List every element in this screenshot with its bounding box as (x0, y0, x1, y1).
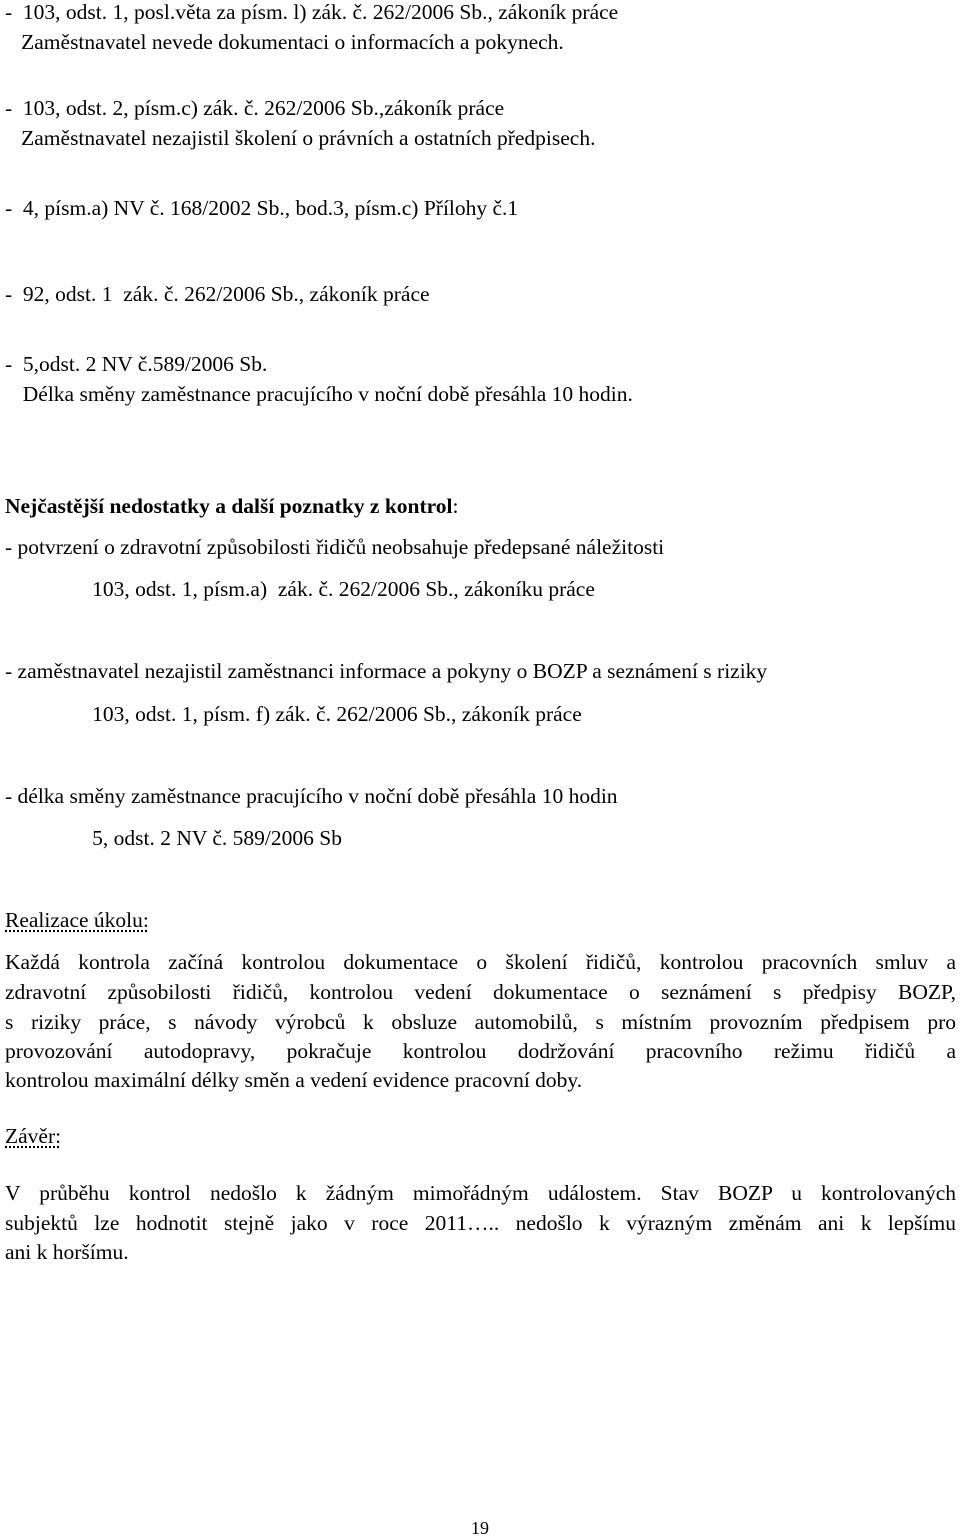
findings-heading (5, 496, 459, 518)
finding-item: - délka směny zaměstnance pracujícího v noční době přesáhla 10 hodin (5, 784, 618, 808)
realization-paragraph-line: Každá kontrola začíná kontrolou dokumentace o školení řidičů, kontrolou pracovních smluv a (5, 950, 956, 974)
conclusion-paragraph-line: ani k horšímu. (5, 1240, 129, 1264)
findings-heading-text: Nejčastější nedostatky a další poznatky z kontrol (5, 494, 453, 518)
conclusion-heading: Závěr: (5, 1124, 62, 1148)
realization-paragraph-line: kontrolou maximální délky směn a vedení evidence pracovní doby. (5, 1068, 583, 1092)
violation-line: - 92, odst. 1 zák. č. 262/2006 Sb., zákoník práce (5, 282, 430, 306)
violation-line: - 103, odst. 2, písm.c) zák. č. 262/2006 Sb.,zákoník práce (5, 96, 505, 120)
realization-paragraph-line: s riziky práce, s návody výrobců k obsluze automobilů, s místním provozním předpisem pro (5, 1010, 956, 1034)
conclusion-paragraph-line: V průběhu kontrol nedošlo k žádným mimořádným událostem. Stav BOZP u kontrolovaných (5, 1181, 956, 1205)
findings-heading-colon: : (452, 494, 459, 518)
conclusion-paragraph-line: subjektů lze hodnotit stejně jako v roce 2011….. nedošlo k výrazným změnám ani k lepšímu (5, 1211, 956, 1235)
finding-reference: 5, odst. 2 NV č. 589/2006 Sb (76, 826, 342, 850)
violation-line: - 5,odst. 2 NV č.589/2006 Sb. (5, 352, 268, 376)
finding-reference: 103, odst. 1, písm. f) zák. č. 262/2006 Sb., zákoník práce (76, 702, 582, 726)
realization-heading: Realizace úkolu: (5, 908, 149, 932)
realization-paragraph-line: provozování autodopravy, pokračuje kontrolou dodržování pracovního režimu řidičů a (5, 1039, 956, 1063)
finding-item: - zaměstnavatel nezajistil zaměstnanci informace a pokyny o BOZP a seznámení s riziky (5, 659, 768, 683)
realization-paragraph-line: zdravotní způsobilosti řidičů, kontrolou vedení dokumentace o seznámení s předpisy BOZP, (5, 980, 956, 1004)
violation-description: Délka směny zaměstnance pracujícího v noční době přesáhla 10 hodin. (12, 382, 633, 406)
violation-line: - 4, písm.a) NV č. 168/2002 Sb., bod.3, písm.c) Přílohy č.1 (5, 196, 519, 220)
violation-line: - 103, odst. 1, posl.věta za písm. l) zák. č. 262/2006 Sb., zákoník práce (5, 0, 619, 24)
finding-reference: 103, odst. 1, písm.a) zák. č. 262/2006 Sb., zákoníku práce (76, 577, 595, 601)
finding-item: - potvrzení o zdravotní způsobilosti řidičů neobsahuje předepsané náležitosti (5, 535, 665, 559)
violation-description: Zaměstnavatel nevede dokumentaci o informacích a pokynech. (5, 30, 564, 54)
page-number: 19 (471, 1518, 489, 1538)
violation-description: Zaměstnavatel nezajistil školení o právních a ostatních předpisech. (5, 126, 596, 150)
